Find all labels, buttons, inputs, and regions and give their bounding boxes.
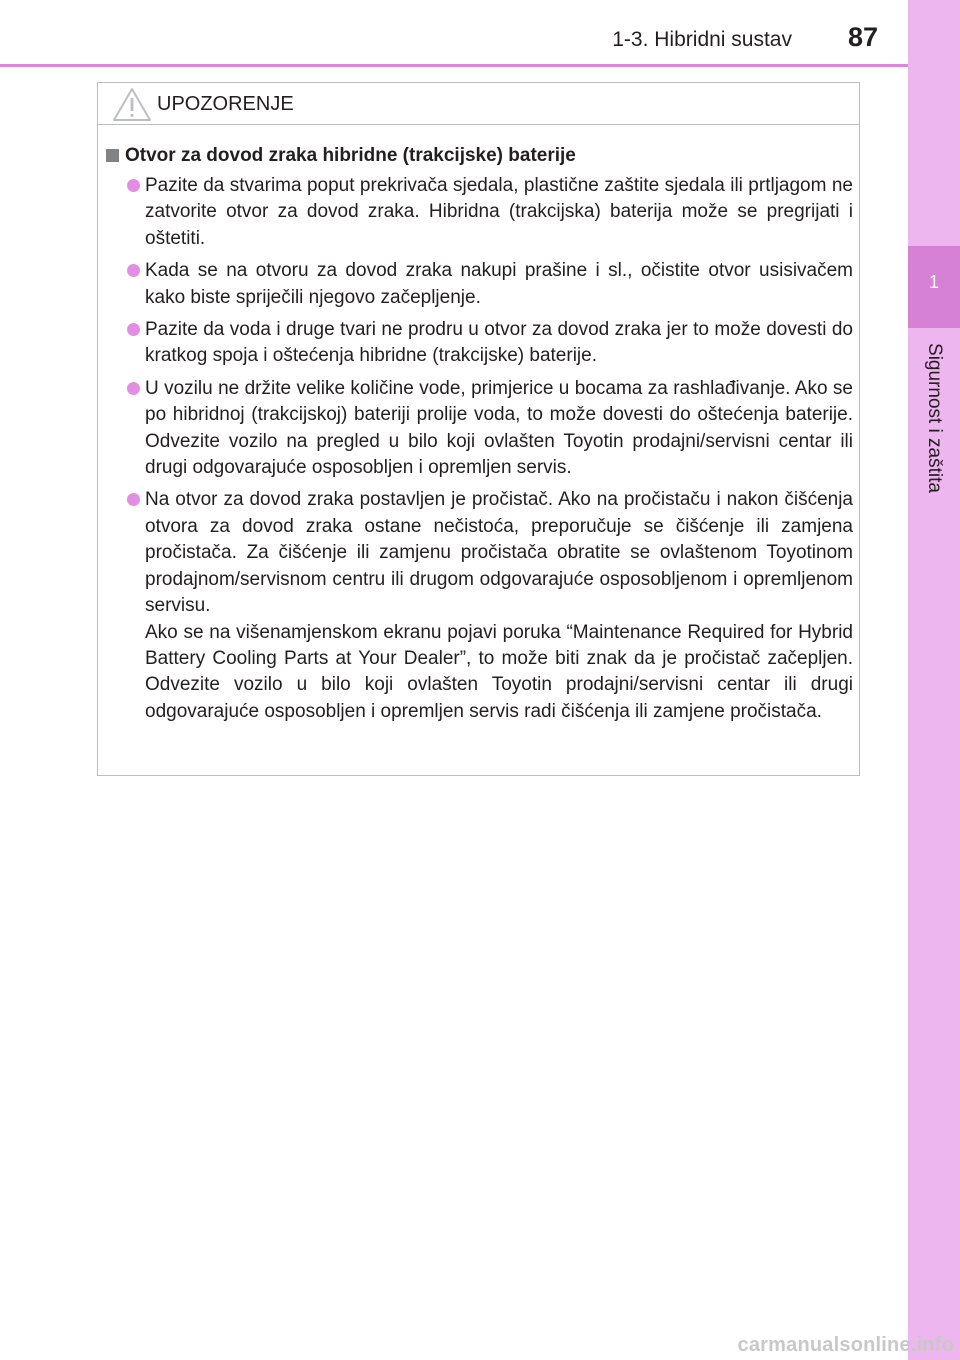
list-item [105,258,853,311]
bullet-list [105,173,853,725]
bullet-text: Pazite da voda i druge tvari ne prodru u otvor za dovod zraka jer to može dovesti do kratkog spoja i oštećenja hibridne (trakcijske) baterije. [145,319,853,367]
warning-header [98,83,859,125]
square-bullet-icon [106,149,119,162]
header-rule [0,64,908,67]
bullet-text: Pazite da stvarima poput prekrivača sjedala, plastične zaštite sjedala ili prtljagom ne zatvorite otvor za dovod zraka. Hibridna (trakcijska) baterija može se pregrijati i oštetiti. [145,175,853,249]
running-header-title: 1-3. Hibridni sustav [612,28,792,51]
chapter-title: Sigurnost i zaštita [924,343,945,493]
bullet-dot-icon [127,264,140,277]
bullet-text: Kada se na otvoru za dovod zraka nakupi prašine i sl., očistite otvor usisivačem kako biste spriječili njegovo začepljenje. [145,260,853,308]
warning-label: UPOZORENJE [157,93,294,115]
bullet-dot-icon [127,179,140,192]
bullet-extra-paragraph: Ako se na višenamjenskom ekranu pojavi poruka “Maintenance Required for Hybrid Battery Cooling Parts at Your Dealer”, to može biti znak da je pročistač začepljen. Odvezite vozilo u bilo koji ovlašten Toyotin prodajni/servisni centar ili drugi odgovarajuće osposobljen i opremljen servis radi čišćenja ili zamjene pročistača. [145,621,853,722]
chapter-number: 1 [928,272,939,292]
warning-triangle-icon [112,87,152,123]
section-heading [105,143,853,169]
bullet-text: Na otvor za dovod zraka postavljen je pročistač. Ako na pročistaču i nakon čišćenja otvora za dovod zraka ostane nečistoća, preporučuje se čišćenje ili zamjena pročistača. Za čišćenje ili zamjenu pročistača obratite se ovlaštenom Toyotinom prodajnom/servisnom centru ili drugom odgovarajuće osposobljenom i opremljenom servisu. [145,489,853,617]
list-item [105,317,853,370]
bullet-dot-icon [127,382,140,395]
warning-body [105,143,853,731]
page-number: 87 [847,22,879,52]
watermark: carmanualsonline.info [737,1334,954,1356]
section-heading-text: Otvor za dovod zraka hibridne (trakcijske) baterije [125,145,576,166]
bullet-text: U vozilu ne držite velike količine vode, primjerice u bocama za rashlađivanje. Ako se po hibridnoj (trakcijskoj) bateriji prolije voda, to može dovesti do oštećenja baterije. Odvezite vozilo na pregled u bilo koji ovlašten Toyotin prodajni/servisni centar ili drugi odgovarajuće osposobljen i opremljen servis. [145,377,853,479]
list-item [105,376,853,482]
bullet-dot-icon [127,323,140,336]
list-item [105,173,853,252]
list-item [105,487,853,725]
chapter-tab-strip [908,0,960,1360]
bullet-dot-icon [127,493,140,506]
warning-box [97,82,860,776]
